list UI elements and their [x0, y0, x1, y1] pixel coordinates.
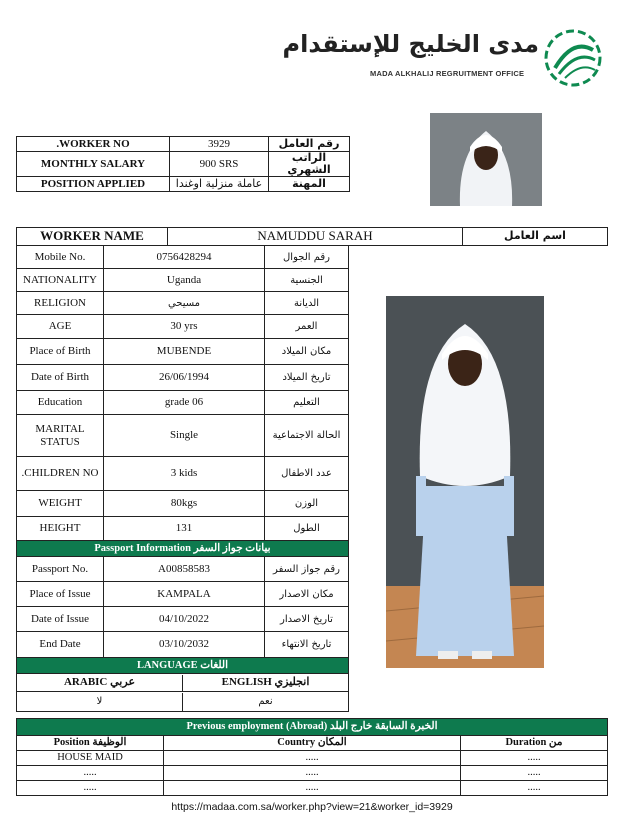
table-row — [17, 557, 349, 582]
birth-date-label-ar: تاريخ الميلاد — [265, 365, 349, 391]
religion-label-ar: الديانة — [265, 292, 349, 315]
position-label-ar: المهنة — [269, 177, 350, 192]
issue-date-label-ar: تاريخ الاصدار — [265, 607, 349, 632]
birth-date-label: Date of Birth — [17, 365, 104, 391]
education-label-ar: التعليم — [265, 391, 349, 415]
table-row — [17, 415, 349, 457]
top-info-table — [16, 136, 350, 192]
birth-place-label: Place of Birth — [17, 339, 104, 365]
passport-no-value: A00858583 — [104, 557, 265, 582]
emp-country: ..... — [164, 751, 461, 766]
nationality-label: NATIONALITY — [17, 269, 104, 292]
page-url: https://madaa.com.sa/worker.php?view=21&worker_id=3929 — [171, 801, 453, 813]
table-row — [17, 228, 608, 246]
table-row — [17, 607, 349, 632]
children-label-ar: عدد الاطفال — [265, 457, 349, 491]
emp-country: ..... — [164, 781, 461, 796]
worker-name-table — [16, 227, 608, 246]
emp-duration: ..... — [461, 766, 608, 781]
birth-place-value: MUBENDE — [104, 339, 265, 365]
logo-arabic-text: مدى الخليج للإستقدام — [282, 30, 539, 58]
table-row — [17, 632, 349, 658]
table-row — [17, 491, 349, 517]
logo-english-text: MADA ALKHALIJ REGRUITMENT OFFICE — [370, 69, 525, 78]
salary-label: MONTHLY SALARY — [17, 152, 170, 177]
table-row — [17, 365, 349, 391]
education-label: Education — [17, 391, 104, 415]
language-header-row — [17, 658, 349, 674]
height-label: HEIGHT — [17, 517, 104, 541]
salary-label-ar: الراتب الشهري — [269, 152, 350, 177]
company-logo — [282, 28, 603, 88]
end-date-value: 03/10/2032 — [104, 632, 265, 658]
worker-name-value: NAMUDDU SARAH — [168, 228, 463, 246]
table-row — [17, 152, 350, 177]
nationality-value: Uganda — [104, 269, 265, 292]
table-row — [17, 692, 349, 712]
logo-emblem-icon — [543, 28, 603, 88]
table-row — [17, 391, 349, 415]
table-row — [17, 582, 349, 607]
english-value: نعم — [258, 696, 273, 707]
table-row — [17, 137, 350, 152]
issue-place-label: Place of Issue — [17, 582, 104, 607]
worker-name-label: WORKER NAME — [17, 228, 168, 246]
emp-position: HOUSE MAID — [17, 751, 164, 766]
end-date-label-ar: تاريخ الانتهاء — [265, 632, 349, 658]
worker-name-label-ar: اسم العامل — [463, 228, 608, 246]
col-duration: Duration من — [461, 736, 608, 751]
marital-value: Single — [104, 415, 265, 457]
height-label-ar: الطول — [265, 517, 349, 541]
religion-value: مسيحي — [104, 292, 265, 315]
marital-label: MARITAL STATUS — [17, 415, 104, 457]
employment-header-row — [17, 719, 608, 736]
table-row — [17, 177, 350, 192]
passport-header-row — [17, 541, 349, 557]
issue-date-value: 04/10/2022 — [104, 607, 265, 632]
table-row — [17, 517, 349, 541]
age-value: 30 yrs — [104, 315, 265, 339]
passport-header: Passport Information بيانات جواز السفر — [17, 541, 349, 557]
height-value: 131 — [104, 517, 265, 541]
table-row — [17, 339, 349, 365]
passport-no-label-ar: رقم جواز السفر — [265, 557, 349, 582]
col-country: Country المكان — [164, 736, 461, 751]
employment-table — [16, 718, 608, 796]
table-row — [17, 315, 349, 339]
religion-label: RELIGION — [17, 292, 104, 315]
emp-duration: ..... — [461, 781, 608, 796]
issue-date-label: Date of Issue — [17, 607, 104, 632]
children-value: 3 kids — [104, 457, 265, 491]
end-date-label: End Date — [17, 632, 104, 658]
english-label: ENGLISH انجليزي — [221, 676, 310, 689]
mobile-label-ar: رقم الجوال — [265, 246, 349, 269]
worker-no-label-ar: رقم العامل — [269, 137, 350, 152]
mobile-label: Mobile No. — [17, 246, 104, 269]
emp-position: ..... — [17, 781, 164, 796]
worker-photo-large — [386, 296, 544, 668]
emp-country: ..... — [164, 766, 461, 781]
table-row — [17, 292, 349, 315]
language-header: LANGUAGE اللغات — [17, 658, 349, 674]
emp-duration: ..... — [461, 751, 608, 766]
issue-place-value: KAMPALA — [104, 582, 265, 607]
education-value: grade 06 — [104, 391, 265, 415]
table-row — [17, 457, 349, 491]
worker-no-value: 3929 — [170, 137, 269, 152]
worker-photo-small — [430, 113, 542, 206]
age-label: AGE — [17, 315, 104, 339]
weight-value: 80kgs — [104, 491, 265, 517]
position-label: POSITION APPLIED — [17, 177, 170, 192]
employment-header: Previous employment (Abroad) الخبرة السابقة خارج البلد — [17, 719, 608, 736]
table-row — [17, 674, 349, 692]
birth-date-value: 26/06/1994 — [104, 365, 265, 391]
worker-no-label: .WORKER NO — [17, 137, 170, 152]
children-label: .CHILDREN NO — [17, 457, 104, 491]
col-position: Position الوظيفة — [17, 736, 164, 751]
table-row — [17, 269, 349, 292]
salary-value: 900 SRS — [170, 152, 269, 177]
details-table — [16, 245, 349, 712]
table-row — [17, 781, 608, 796]
emp-position: ..... — [17, 766, 164, 781]
table-row — [17, 736, 608, 751]
mobile-value: 0756428294 — [104, 246, 265, 269]
table-row — [17, 751, 608, 766]
age-label-ar: العمر — [265, 315, 349, 339]
table-row — [17, 246, 349, 269]
arabic-value: لا — [17, 693, 183, 711]
weight-label: WEIGHT — [17, 491, 104, 517]
position-value: عاملة منزلية اوغندا — [170, 177, 269, 192]
issue-place-label-ar: مكان الاصدار — [265, 582, 349, 607]
birth-place-label-ar: مكان الميلاد — [265, 339, 349, 365]
passport-no-label: Passport No. — [17, 557, 104, 582]
marital-label-ar: الحالة الاجتماعية — [265, 415, 349, 457]
table-row — [17, 766, 608, 781]
nationality-label-ar: الجنسية — [265, 269, 349, 292]
weight-label-ar: الوزن — [265, 491, 349, 517]
arabic-label: ARABIC عربي — [17, 675, 183, 691]
